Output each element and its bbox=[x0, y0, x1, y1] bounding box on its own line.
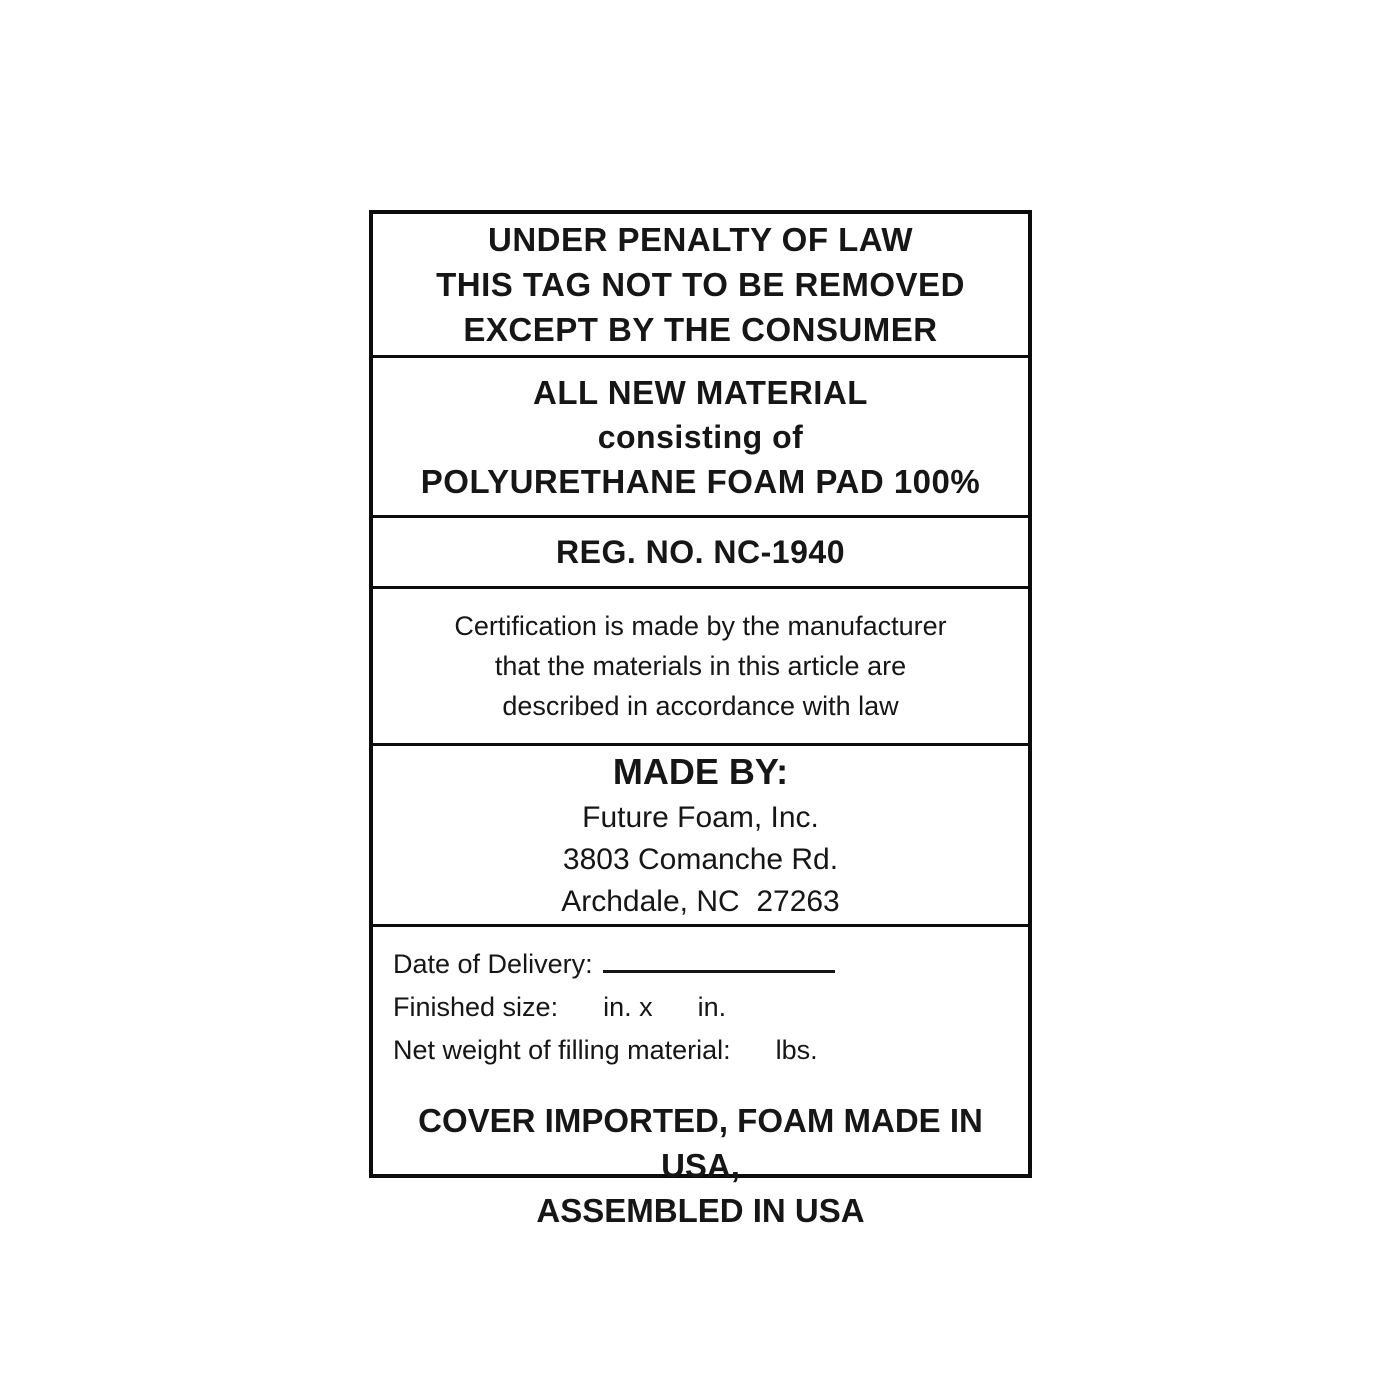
origin-statement bbox=[393, 1098, 1008, 1233]
penalty-warning-line-2: THIS TAG NOT TO BE REMOVED bbox=[436, 266, 965, 303]
date-of-delivery-line bbox=[393, 943, 1008, 986]
origin-line-1: COVER IMPORTED, FOAM MADE IN USA, bbox=[418, 1102, 993, 1184]
certification-line-2: that the materials in this article are bbox=[494, 651, 907, 681]
details-section bbox=[373, 924, 1028, 1247]
certification-line-3: described in accordance with law bbox=[502, 691, 899, 721]
made-by-city: Archdale, NC 27263 bbox=[561, 885, 840, 918]
made-by-heading: MADE BY: bbox=[612, 751, 789, 792]
registration-number: REG. NO. NC-1940 bbox=[556, 533, 845, 570]
material-line-1: ALL NEW MATERIAL bbox=[533, 373, 868, 411]
date-of-delivery-label: Date of Delivery: bbox=[393, 949, 593, 979]
made-by-company: Future Foam, Inc. bbox=[582, 801, 819, 834]
made-by-section bbox=[373, 743, 1028, 924]
net-weight-line: Net weight of filling material: lbs. bbox=[393, 1035, 818, 1065]
finished-size-line: Finished size: in. x in. bbox=[393, 992, 727, 1022]
material-section bbox=[373, 355, 1028, 515]
date-of-delivery-blank bbox=[603, 969, 835, 973]
registration-section bbox=[373, 515, 1028, 586]
penalty-warning-section bbox=[373, 214, 1028, 355]
certification-section bbox=[373, 586, 1028, 743]
made-by-street: 3803 Comanche Rd. bbox=[562, 843, 839, 876]
material-line-3: POLYURETHANE FOAM PAD 100% bbox=[420, 462, 981, 500]
penalty-warning-line-3: EXCEPT BY THE CONSUMER bbox=[463, 311, 938, 348]
penalty-warning-line-1: UNDER PENALTY OF LAW bbox=[488, 221, 913, 258]
certification-line-1: Certification is made by the manufacturer bbox=[454, 611, 947, 641]
law-label-tag bbox=[369, 210, 1032, 1229]
origin-line-2: ASSEMBLED IN USA bbox=[536, 1192, 865, 1229]
material-line-2: consisting of bbox=[597, 418, 804, 455]
